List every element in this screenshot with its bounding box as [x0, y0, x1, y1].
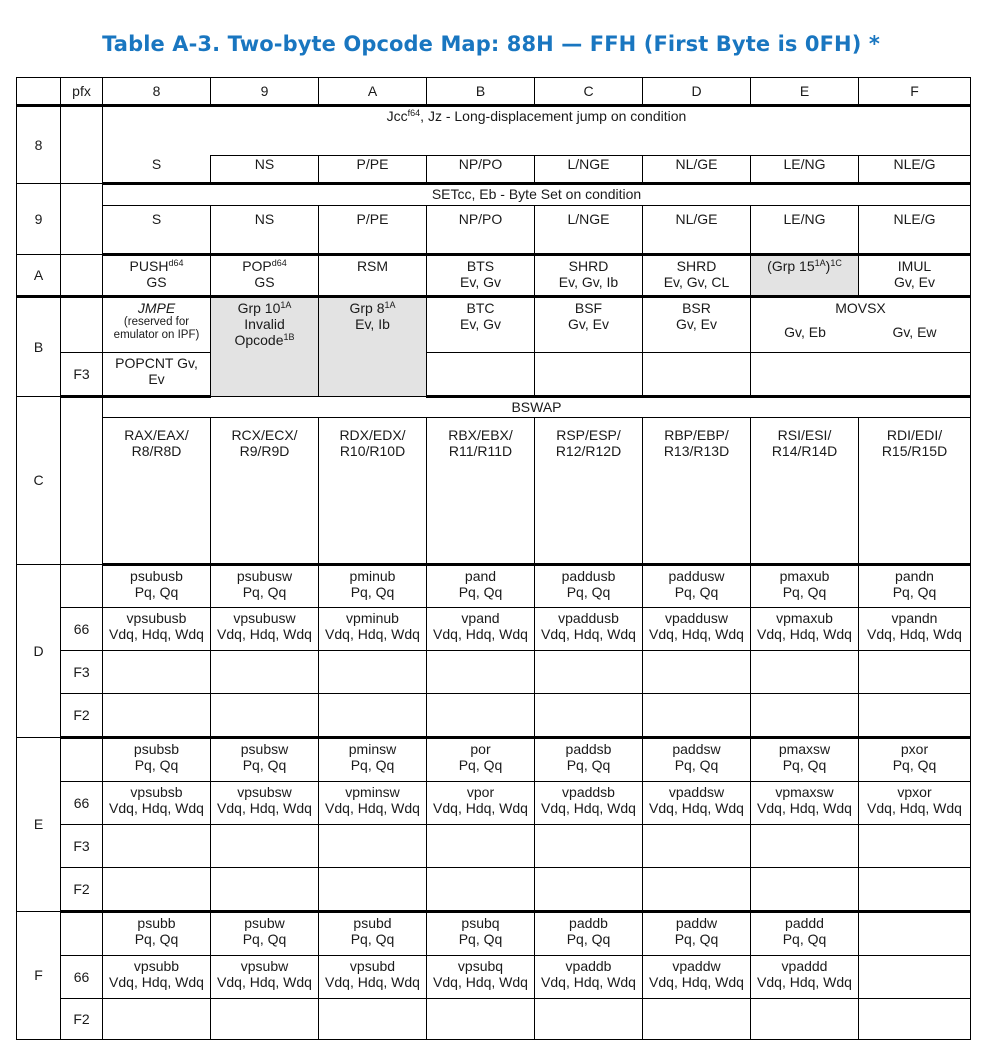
pfx-none-b — [61, 296, 103, 352]
cell-f66-9: vpsubw Vdq, Hdq, Wdq — [211, 955, 319, 998]
cell-8-9: NS — [211, 156, 319, 184]
cell-8-f: NLE/G — [859, 156, 971, 184]
pfx-none-e — [61, 737, 103, 781]
cell-b-c: BSF Gv, Ev — [535, 296, 643, 352]
cell-df3-f — [859, 650, 971, 693]
cell-d66-d: vpaddusw Vdq, Hdq, Wdq — [643, 607, 751, 650]
corner-cell — [17, 78, 61, 106]
cell-f-a: psubd Pq, Qq — [319, 911, 427, 955]
cell-e-c: paddsb Pq, Qq — [535, 737, 643, 781]
cell-c-e: RSI/ESI/ R14/R14D — [751, 417, 859, 564]
cell-c-a: RDX/EDX/ R10/R10D — [319, 417, 427, 564]
pfx-none-8 — [61, 106, 103, 184]
row-e-f2 — [17, 867, 971, 911]
pfx-f3-d: F3 — [61, 650, 103, 693]
cell-a-9: $POP^{d64}$ GS — [211, 254, 319, 296]
cell-f-c: paddb Pq, Qq — [535, 911, 643, 955]
opcode-map-table — [16, 77, 971, 1040]
cell-e66-f: vpxor Vdq, Hdq, Wdq — [859, 781, 971, 824]
setcc-span-cell: SETcc, Eb - Byte Set on condition — [103, 183, 971, 205]
cell-d-a: pminub Pq, Qq — [319, 564, 427, 607]
cell-d-9: psubusw Pq, Qq — [211, 564, 319, 607]
cell-ef3-9 — [211, 824, 319, 867]
cell-f66-f — [859, 955, 971, 998]
cell-ef2-b — [427, 867, 535, 911]
row-9-cells — [17, 205, 971, 254]
cell-d-e: pmaxub Pq, Qq — [751, 564, 859, 607]
cell-d-b: pand Pq, Qq — [427, 564, 535, 607]
cell-f66-d: vpaddw Vdq, Hdq, Wdq — [643, 955, 751, 998]
cell-b-f: Gv, Ew — [892, 323, 937, 340]
row-d-66 — [17, 607, 971, 650]
row-label-9: 9 — [17, 183, 61, 254]
cell-d66-b: vpand Vdq, Hdq, Wdq — [427, 607, 535, 650]
cell-a-f: IMUL Gv, Ev — [859, 254, 971, 296]
cell-9-e: LE/NG — [751, 205, 859, 254]
cell-ff2-c — [535, 998, 643, 1039]
row-label-8: 8 — [17, 106, 61, 184]
pfx-none-f — [61, 911, 103, 955]
cell-ff2-f — [859, 998, 971, 1039]
cell-a-e: (Grp $15^{1A})^{1C}$ — [751, 254, 859, 296]
pfx-66-d: 66 — [61, 607, 103, 650]
cell-df3-a — [319, 650, 427, 693]
cell-e66-a: vpminsw Vdq, Hdq, Wdq — [319, 781, 427, 824]
cell-a-b: BTS Ev, Gv — [427, 254, 535, 296]
cell-ef2-8 — [103, 867, 211, 911]
cell-d-d: paddusw Pq, Qq — [643, 564, 751, 607]
cell-d66-f: vpandn Vdq, Hdq, Wdq — [859, 607, 971, 650]
cell-d66-a: vpminub Vdq, Hdq, Wdq — [319, 607, 427, 650]
cell-ef2-e — [751, 867, 859, 911]
cell-b-f3-f — [859, 352, 971, 396]
cell-df2-b — [427, 693, 535, 737]
cell-d-8: psubusb Pq, Qq — [103, 564, 211, 607]
pfx-none-9 — [61, 183, 103, 254]
cell-9-8: S — [103, 205, 211, 254]
pfx-none-a — [61, 254, 103, 296]
row-9-title — [17, 183, 971, 205]
cell-e-e: pmaxsw Pq, Qq — [751, 737, 859, 781]
cell-8-e: LE/NG — [751, 156, 859, 184]
page-title: Table A-3. Two-byte Opcode Map: 88H — FFH (First Byte is 0FH) * — [102, 32, 880, 56]
row-d-f3 — [17, 650, 971, 693]
header-col-8: 8 — [103, 78, 211, 106]
cell-8-8: S — [103, 156, 211, 184]
cell-b-f3-8: POPCNT Gv, Ev — [103, 352, 211, 396]
header-col-a: A — [319, 78, 427, 106]
cell-f66-c: vpaddb Vdq, Hdq, Wdq — [535, 955, 643, 998]
cell-a-a: RSM — [319, 254, 427, 296]
cell-e66-b: vpor Vdq, Hdq, Wdq — [427, 781, 535, 824]
cell-df3-9 — [211, 650, 319, 693]
cell-9-a: P/PE — [319, 205, 427, 254]
cell-df3-d — [643, 650, 751, 693]
cell-ef3-b — [427, 824, 535, 867]
cell-8-b: NP/PO — [427, 156, 535, 184]
cell-b-a: Grp $8^{1A}$ Ev, Ib — [319, 296, 427, 396]
cell-e66-c: vpaddsb Vdq, Hdq, Wdq — [535, 781, 643, 824]
cell-9-c: L/NGE — [535, 205, 643, 254]
cell-f66-b: vpsubq Vdq, Hdq, Wdq — [427, 955, 535, 998]
row-c-title — [17, 396, 971, 417]
row-f-none — [17, 911, 971, 955]
cell-8-a: P/PE — [319, 156, 427, 184]
pfx-f3-e: F3 — [61, 824, 103, 867]
cell-ff2-9 — [211, 998, 319, 1039]
row-b-none — [17, 296, 971, 352]
cell-ef3-a — [319, 824, 427, 867]
cell-ff2-d — [643, 998, 751, 1039]
cell-df3-b — [427, 650, 535, 693]
cell-f-f — [859, 911, 971, 955]
row-d-none — [17, 564, 971, 607]
cell-e66-e: vpmaxsw Vdq, Hdq, Wdq — [751, 781, 859, 824]
cell-df2-8 — [103, 693, 211, 737]
header-col-c: C — [535, 78, 643, 106]
header-pfx: pfx — [61, 78, 103, 106]
cell-ef3-e — [751, 824, 859, 867]
cell-e-f: pxor Pq, Qq — [859, 737, 971, 781]
cell-ef3-f — [859, 824, 971, 867]
cell-e66-9: vpsubsw Vdq, Hdq, Wdq — [211, 781, 319, 824]
header-col-e: E — [751, 78, 859, 106]
cell-a-8: $PUSH^{d64}$ GS — [103, 254, 211, 296]
row-b-f3 — [17, 352, 971, 396]
pfx-66-f: 66 — [61, 955, 103, 998]
row-f-66 — [17, 955, 971, 998]
header-col-b: B — [427, 78, 535, 106]
row-label-c: C — [17, 396, 61, 564]
row-label-d: D — [17, 564, 61, 737]
cell-d-c: paddusb Pq, Qq — [535, 564, 643, 607]
header-col-9: 9 — [211, 78, 319, 106]
pfx-none-c — [61, 396, 103, 564]
cell-df2-9 — [211, 693, 319, 737]
cell-ef2-d — [643, 867, 751, 911]
cell-b-8: JMPE (reserved for emulator on IPF) — [103, 296, 211, 352]
cell-ef2-f — [859, 867, 971, 911]
cell-c-b: RBX/EBX/ R11/R11D — [427, 417, 535, 564]
cell-9-f: NLE/G — [859, 205, 971, 254]
cell-8-c: L/NGE — [535, 156, 643, 184]
cell-a-d: SHRD Ev, Gv, CL — [643, 254, 751, 296]
cell-ff2-8 — [103, 998, 211, 1039]
cell-e66-d: vpaddsw Vdq, Hdq, Wdq — [643, 781, 751, 824]
cell-df2-f — [859, 693, 971, 737]
cell-b-d: BSR Gv, Ev — [643, 296, 751, 352]
cell-df3-c — [535, 650, 643, 693]
row-e-66 — [17, 781, 971, 824]
cell-ef3-c — [535, 824, 643, 867]
cell-f66-a: vpsubd Vdq, Hdq, Wdq — [319, 955, 427, 998]
row-c-cells — [17, 417, 971, 564]
cell-b-f3-c — [535, 352, 643, 396]
cell-c-9: RCX/ECX/ R9/R9D — [211, 417, 319, 564]
row-label-b: B — [17, 296, 61, 396]
bswap-span-cell: BSWAP — [103, 396, 971, 417]
cell-b-e: Gv, Eb — [784, 323, 826, 340]
cell-d66-e: vpmaxub Vdq, Hdq, Wdq — [751, 607, 859, 650]
cell-f66-e: vpaddd Vdq, Hdq, Wdq — [751, 955, 859, 998]
cell-c-d: RBP/EBP/ R13/R13D — [643, 417, 751, 564]
cell-f66-8: vpsubb Vdq, Hdq, Wdq — [103, 955, 211, 998]
cell-f-d: paddw Pq, Qq — [643, 911, 751, 955]
cell-d-f: pandn Pq, Qq — [859, 564, 971, 607]
cell-df2-c — [535, 693, 643, 737]
cell-9-b: NP/PO — [427, 205, 535, 254]
cell-c-8: RAX/EAX/ R8/R8D — [103, 417, 211, 564]
cell-df2-d — [643, 693, 751, 737]
cell-f-9: psubw Pq, Qq — [211, 911, 319, 955]
header-row — [17, 78, 971, 106]
cell-df3-8 — [103, 650, 211, 693]
cell-b-f3-b — [427, 352, 535, 396]
pfx-f3-b: F3 — [61, 352, 103, 396]
cell-a-c: SHRD Ev, Gv, Ib — [535, 254, 643, 296]
cell-8-d: NL/GE — [643, 156, 751, 184]
pfx-f2-e: F2 — [61, 867, 103, 911]
row-a — [17, 254, 971, 296]
cell-e66-8: vpsubsb Vdq, Hdq, Wdq — [103, 781, 211, 824]
cell-ef3-d — [643, 824, 751, 867]
cell-ef2-c — [535, 867, 643, 911]
header-col-d: D — [643, 78, 751, 106]
cell-f-8: psubb Pq, Qq — [103, 911, 211, 955]
cell-ef2-9 — [211, 867, 319, 911]
row-label-e: E — [17, 737, 61, 911]
cell-b-b: BTC Ev, Gv — [427, 296, 535, 352]
cell-e-9: psubsw Pq, Qq — [211, 737, 319, 781]
cell-f-b: psubq Pq, Qq — [427, 911, 535, 955]
pfx-f2-d: F2 — [61, 693, 103, 737]
row-label-f: F — [17, 911, 61, 1039]
row-e-f3 — [17, 824, 971, 867]
cell-ff2-b — [427, 998, 535, 1039]
cell-9-9: NS — [211, 205, 319, 254]
cell-ef2-a — [319, 867, 427, 911]
row-d-f2 — [17, 693, 971, 737]
cell-c-c: RSP/ESP/ R12/R12D — [535, 417, 643, 564]
cell-b-f3-e — [751, 352, 859, 396]
cell-df3-e — [751, 650, 859, 693]
cell-c-f: RDI/EDI/ R15/R15D — [859, 417, 971, 564]
cell-d66-8: vpsubusb Vdq, Hdq, Wdq — [103, 607, 211, 650]
cell-ef3-8 — [103, 824, 211, 867]
cell-e-a: pminsw Pq, Qq — [319, 737, 427, 781]
cell-e-b: por Pq, Qq — [427, 737, 535, 781]
movsx-cell: MOVSX Gv, Eb Gv, Ew — [751, 296, 971, 352]
cell-ff2-a — [319, 998, 427, 1039]
cell-df2-a — [319, 693, 427, 737]
cell-ff2-e — [751, 998, 859, 1039]
cell-b-9: Grp $10^{1A}$ Invalid Opcode$^{1B}$ — [211, 296, 319, 396]
row-8-cells — [17, 156, 971, 184]
row-e-none — [17, 737, 971, 781]
cell-df2-e — [751, 693, 859, 737]
row-8-title — [17, 106, 971, 156]
pfx-f2-f: F2 — [61, 998, 103, 1039]
header-col-f: F — [859, 78, 971, 106]
jcc-span-cell: Jcc$^{f64}$, Jz - Long-displacement jump on condition — [103, 106, 971, 156]
cell-d66-c: vpaddusb Vdq, Hdq, Wdq — [535, 607, 643, 650]
pfx-66-e: 66 — [61, 781, 103, 824]
cell-9-d: NL/GE — [643, 205, 751, 254]
cell-e-8: psubsb Pq, Qq — [103, 737, 211, 781]
row-label-a: A — [17, 254, 61, 296]
row-f-f2 — [17, 998, 971, 1039]
cell-f-e: paddd Pq, Qq — [751, 911, 859, 955]
cell-e-d: paddsw Pq, Qq — [643, 737, 751, 781]
cell-b-f3-d — [643, 352, 751, 396]
cell-d66-9: vpsubusw Vdq, Hdq, Wdq — [211, 607, 319, 650]
pfx-none-d — [61, 564, 103, 607]
